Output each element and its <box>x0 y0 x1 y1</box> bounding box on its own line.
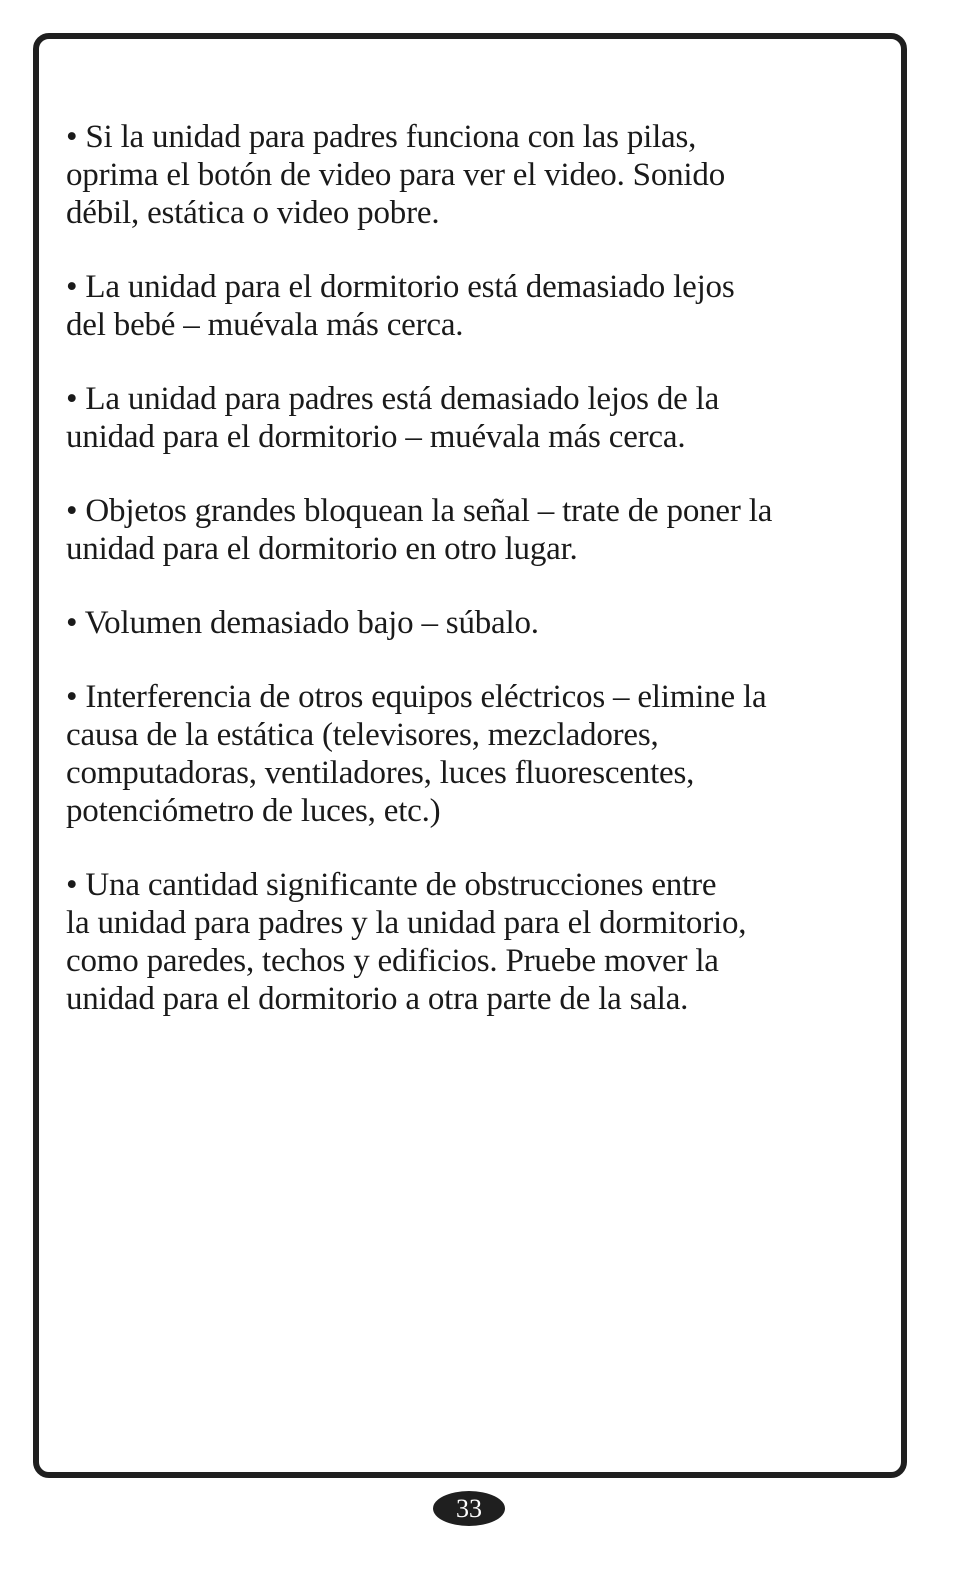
list-item: • Una cantidad significante de obstrucciones entre la unidad para padres y la unidad para el dormitorio, como paredes, techos y edificios. Pruebe mover la unidad para el dormitorio a otra parte de la sala. <box>66 867 747 1017</box>
page-frame <box>33 33 907 1478</box>
troubleshooting-list <box>66 118 902 1054</box>
list-item: • La unidad para el dormitorio está demasiado lejos del bebé – muévala más cerca. <box>66 269 735 343</box>
list-item: • Si la unidad para padres funciona con las pilas, oprima el botón de video para ver el video. Sonido débil, estática o video pobre. <box>66 119 725 231</box>
list-item: • Objetos grandes bloquean la señal – trate de poner la unidad para el dormitorio en otro lugar. <box>66 493 773 567</box>
list-item: • La unidad para padres está demasiado lejos de la unidad para el dormitorio – muévala más cerca. <box>66 381 720 455</box>
list-item: • Volumen demasiado bajo – súbalo. <box>66 605 539 641</box>
page-number-badge: 33 <box>433 1491 505 1526</box>
list-item: • Interferencia de otros equipos eléctricos – elimine la causa de la estática (televisores, mezcladores, computadoras, ventiladores, luces fluorescentes, potenciómetro de luces, etc.) <box>66 679 767 829</box>
